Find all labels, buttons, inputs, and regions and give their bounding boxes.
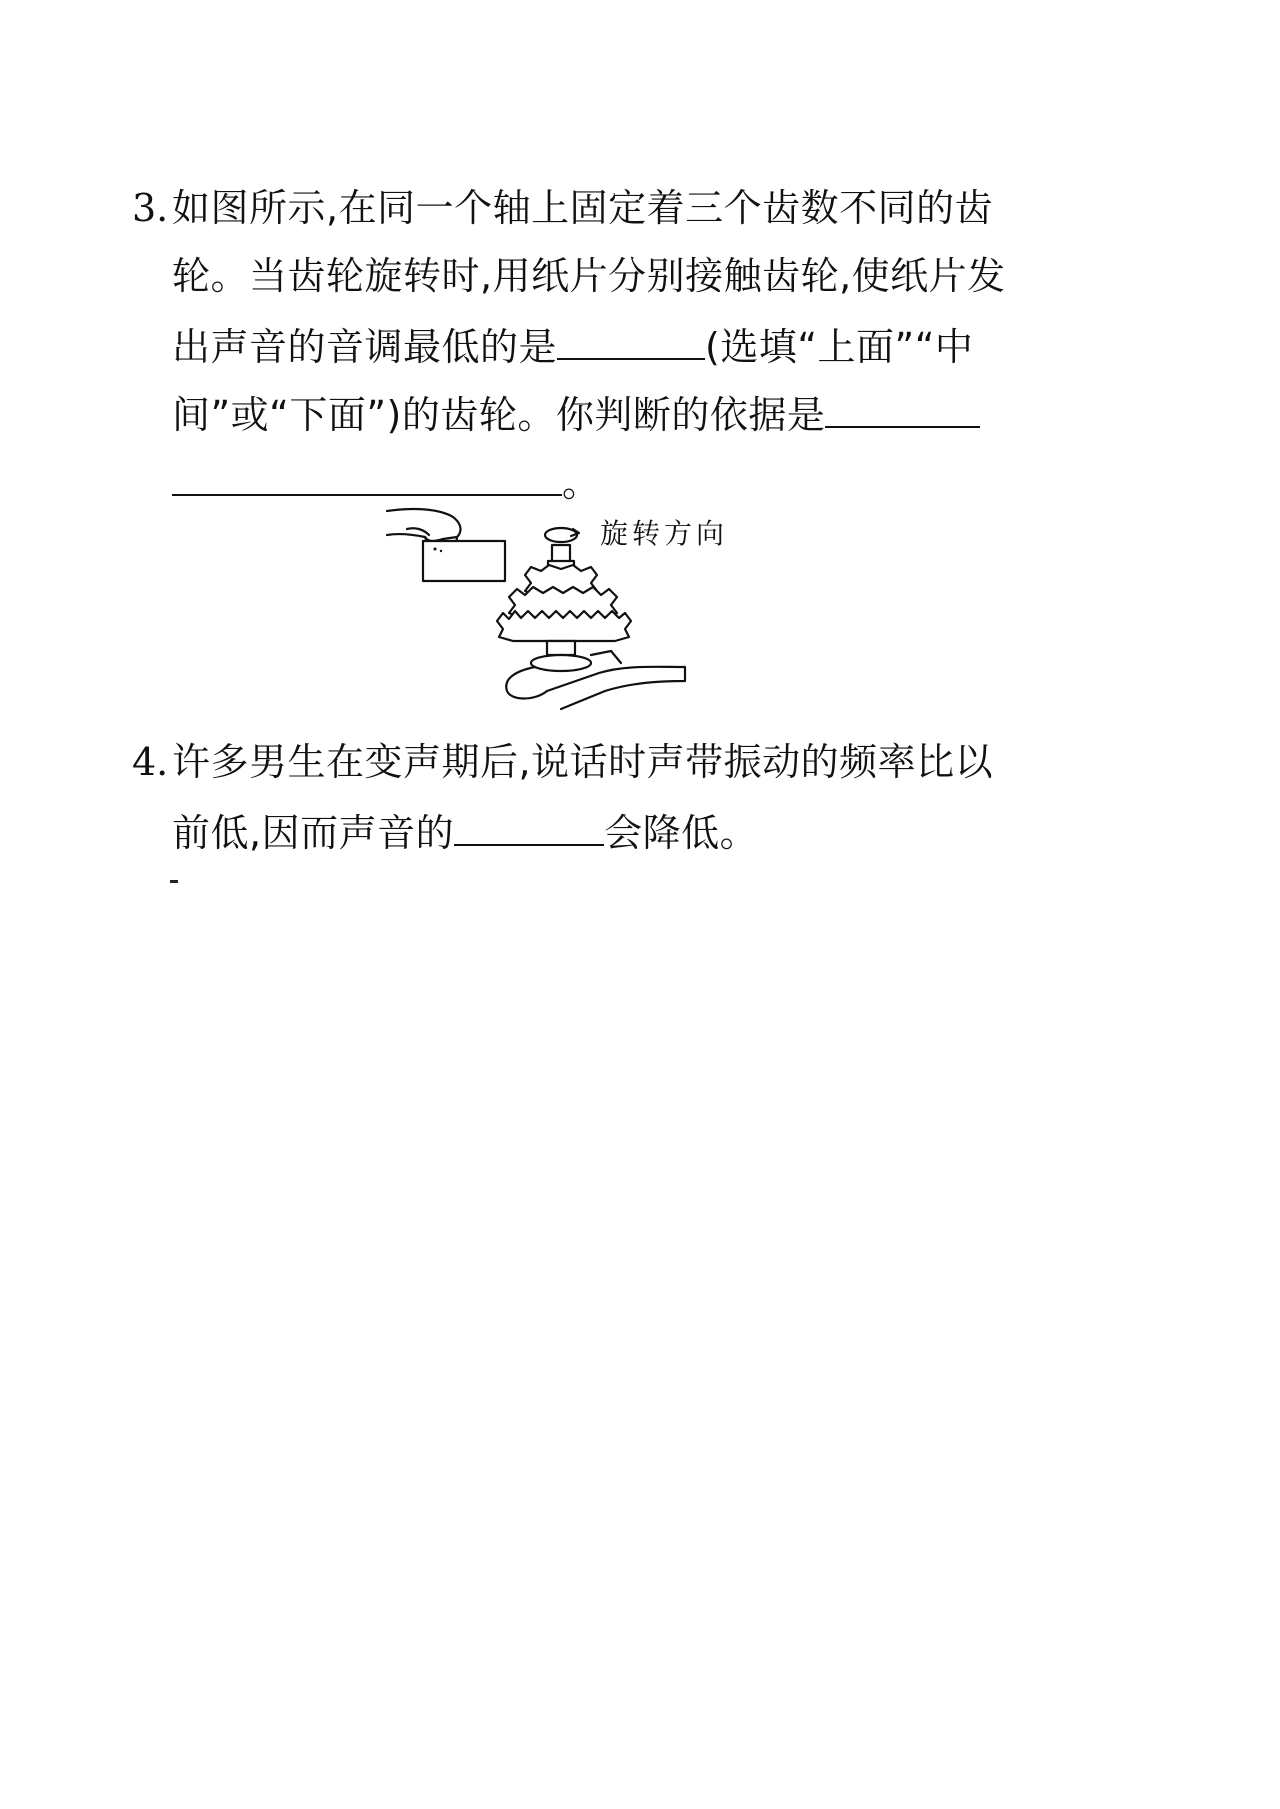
question-3-line-3-text: 出声音的音调最低的是 <box>172 325 558 369</box>
question-4-line-1: 许多男生在变声期后,说话时声带振动的频率比以 <box>172 740 994 784</box>
stand-base <box>531 655 591 671</box>
answer-blank-reason-part-2[interactable] <box>172 460 562 496</box>
question-4-line-2 <box>172 810 758 853</box>
gear-hub <box>547 641 575 655</box>
question-3-line-5-end: 。 <box>562 461 601 505</box>
question-3-line-5 <box>172 460 601 503</box>
stand-arm <box>506 667 685 709</box>
question-3-number: 3. <box>132 186 169 230</box>
bottom-gear <box>497 611 631 641</box>
question-4-number: 4. <box>132 740 169 784</box>
hand-shape <box>387 509 460 541</box>
question-3-line-2: 轮。当齿轮旋转时,用纸片分别接触齿轮,使纸片发 <box>172 254 1006 298</box>
question-4-line-2-end: 会降低。 <box>604 811 759 855</box>
question-4-line-2-text: 前低,因而声音的 <box>172 811 455 855</box>
answer-blank-reason-part-1[interactable] <box>825 392 980 428</box>
scan-mark <box>170 880 178 883</box>
stand-arm-inner <box>591 651 621 663</box>
question-3-line-4 <box>172 392 980 435</box>
question-3-line-4-text: 间”或“下面”)的齿轮。你判断的依据是 <box>172 393 826 437</box>
question-3-line-3-options: (选填“上面”“中 <box>705 325 974 369</box>
answer-blank-lowest-gear[interactable] <box>557 324 705 360</box>
rotation-direction-label: 旋转方向 <box>600 517 729 550</box>
gear-figure <box>385 505 729 710</box>
question-3-line-3 <box>172 324 973 367</box>
paper-card <box>423 541 505 581</box>
question-3-line-1: 如图所示,在同一个轴上固定着三个齿数不同的齿 <box>172 186 994 230</box>
answer-blank-voice-property[interactable] <box>454 810 604 846</box>
